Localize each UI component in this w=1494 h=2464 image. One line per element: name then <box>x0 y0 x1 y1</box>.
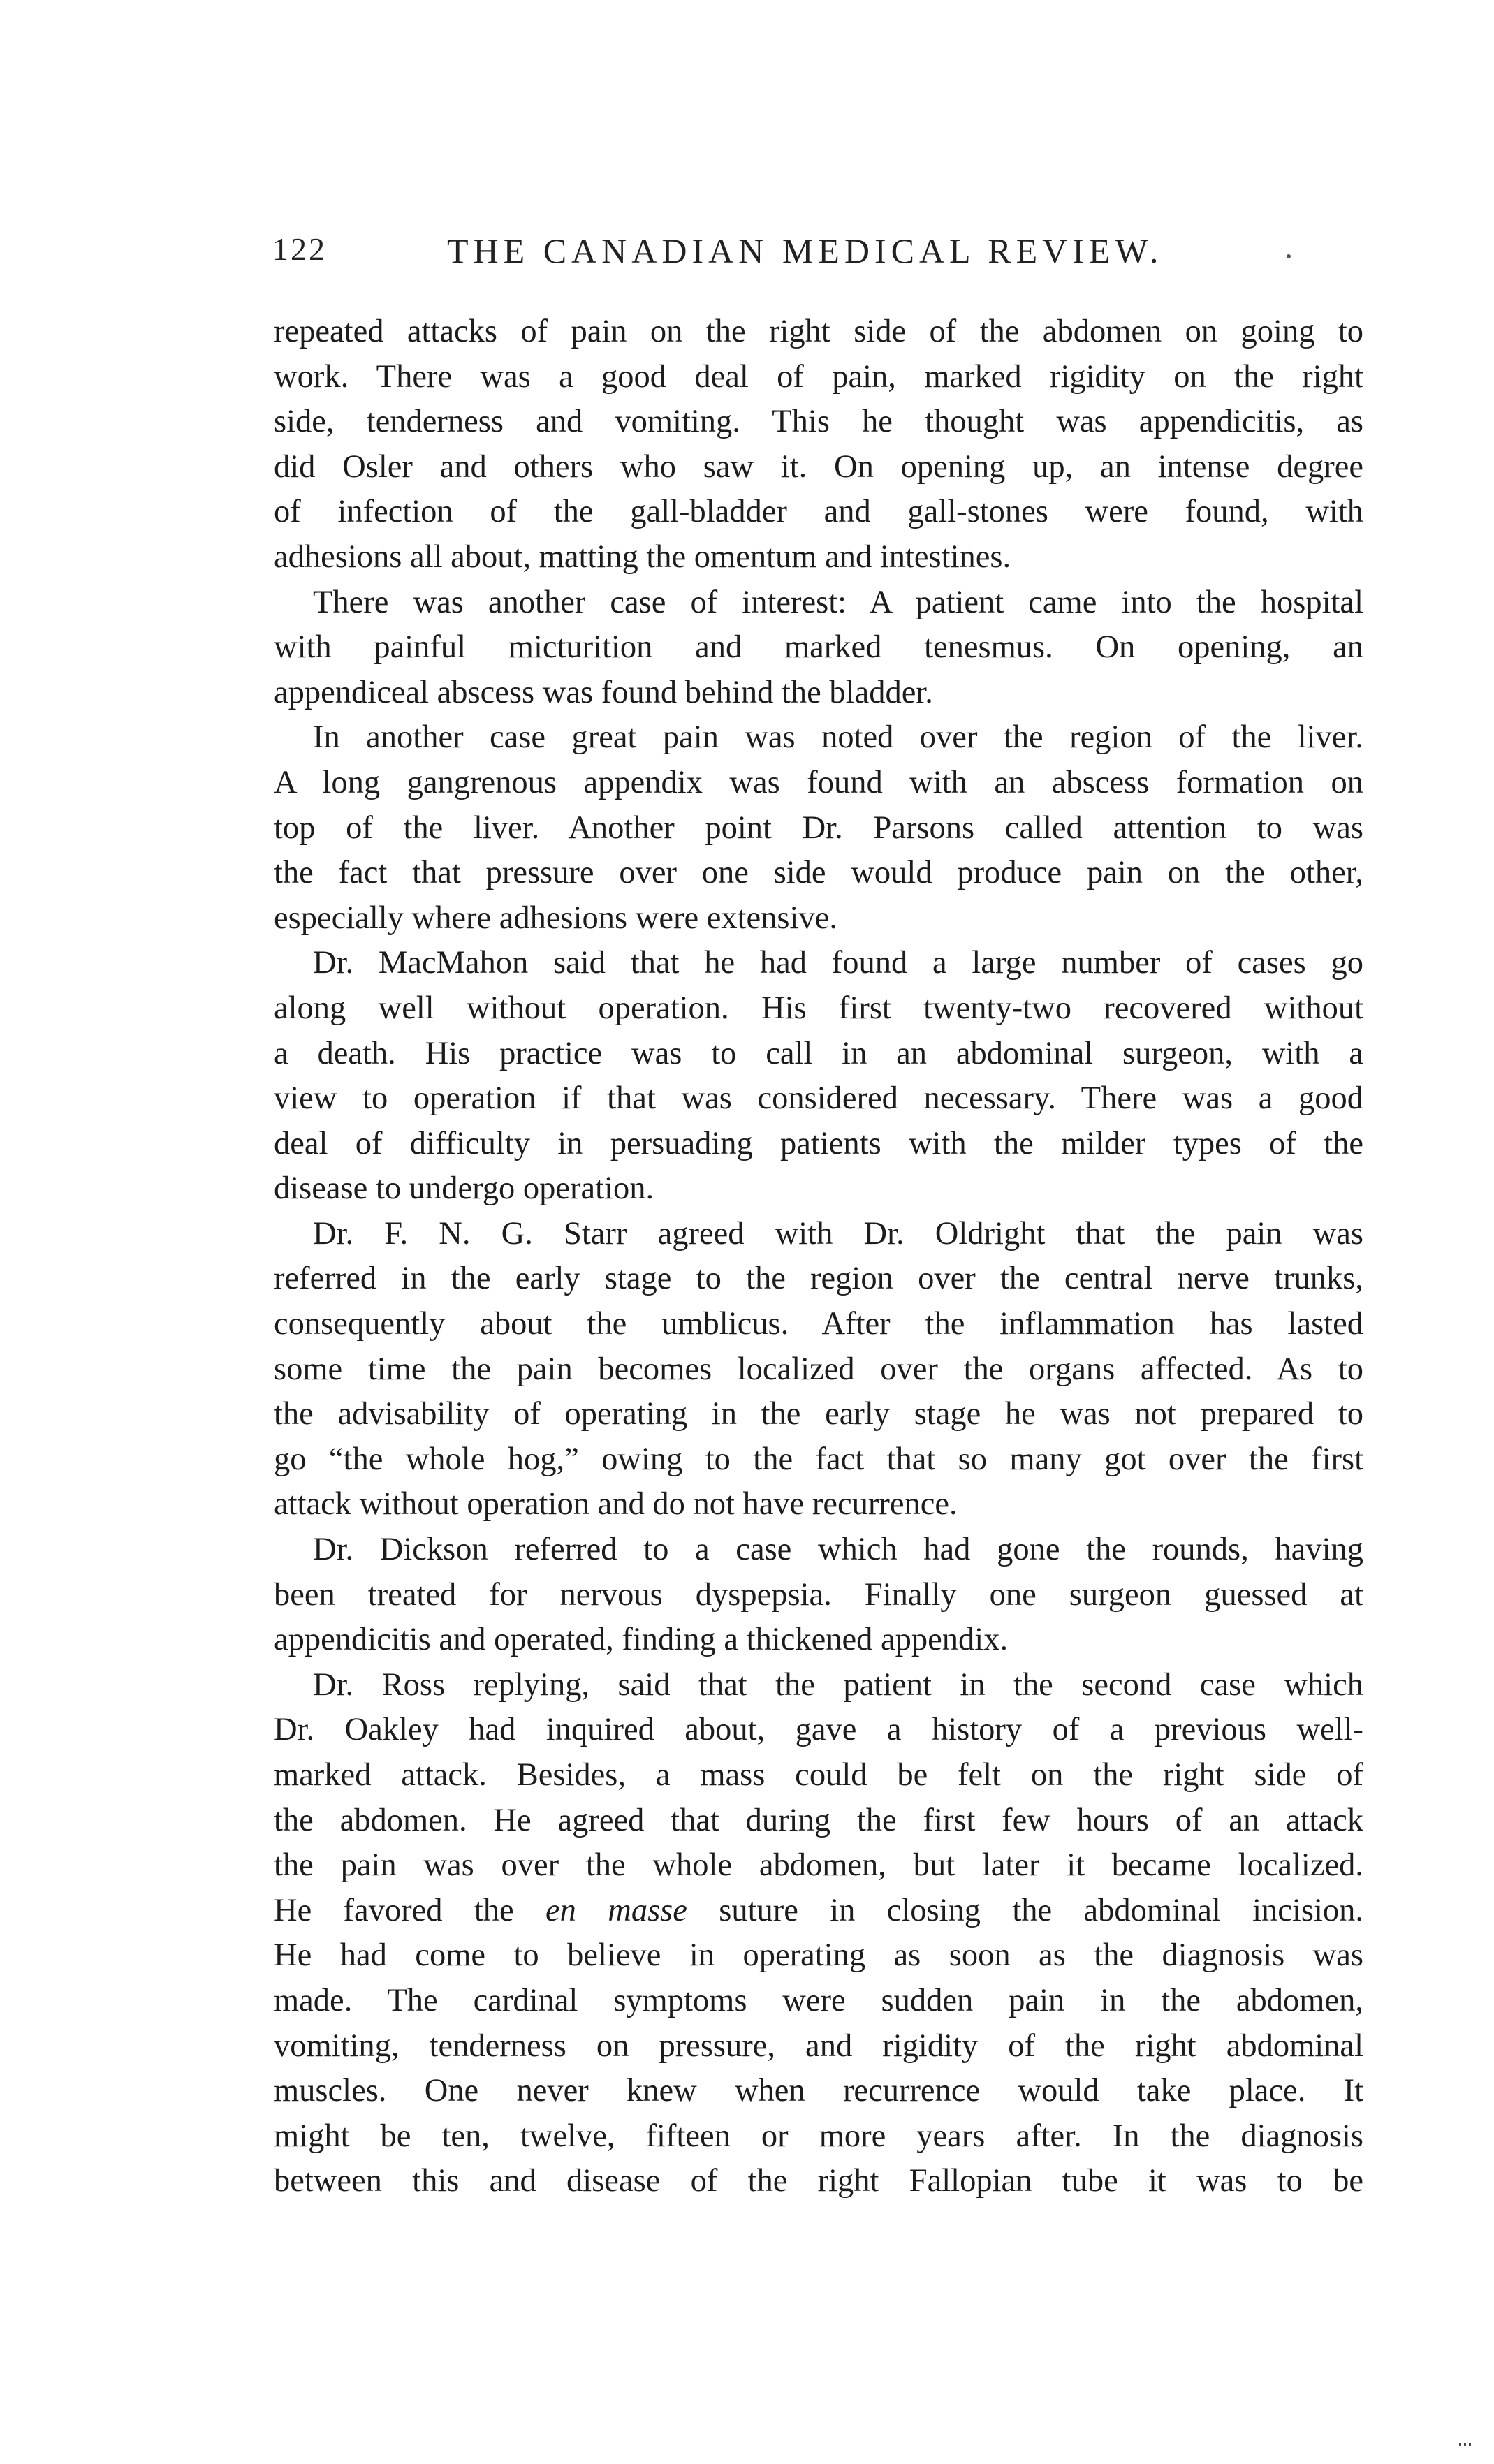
text-line: Dr. Oakley had inquired about, gave a history of a previous well- <box>274 1712 1363 1748</box>
text-line: side, tenderness and vomiting. This he thought was appendicitis, as <box>274 404 1363 440</box>
paragraph-first-line: There was another case of interest: A patient came into the hospital <box>313 584 1363 620</box>
text-run: suture in closing the abdominal incision. <box>687 1892 1364 1928</box>
text-line: consequently about the umblicus. After the inflammation has lasted <box>274 1306 1363 1342</box>
print-speck <box>1459 2443 1474 2446</box>
text-line: especially where adhesions were extensive. <box>274 900 837 936</box>
text-line: been treated for nervous dyspepsia. Finally one surgeon guessed at <box>274 1576 1363 1613</box>
text-line: disease to undergo operation. <box>274 1171 654 1207</box>
paragraph-first-line: Dr. Ross replying, said that the patient in the second case which <box>313 1666 1363 1703</box>
text-line: attack without operation and do not have recurrence. <box>274 1486 958 1523</box>
paragraph-first-line: In another case great pain was noted over the region of the liver. <box>313 719 1363 756</box>
text-line: appendiceal abscess was found behind the bladder. <box>274 674 933 710</box>
text-line: referred in the early stage to the region over the central nerve trunks, <box>274 1261 1363 1297</box>
text-line: muscles. One never knew when recurrence would take place. It <box>274 2073 1363 2109</box>
text-line: the pain was over the whole abdomen, but later it became localized. <box>274 1847 1363 1884</box>
text-line: work. There was a good deal of pain, marked rigidity on the right <box>274 358 1363 395</box>
text-line: deal of difficulty in persuading patients with the milder types of the <box>274 1125 1363 1161</box>
running-head <box>272 230 1362 272</box>
text-line: vomiting, tenderness on pressure, and rigidity of the right abdominal <box>274 2027 1363 2064</box>
text-line: between this and disease of the right Fallopian tube it was to be <box>274 2163 1363 2199</box>
text-line: the fact that pressure over one side would produce pain on the other, <box>274 855 1363 891</box>
text-line: adhesions all about, matting the omentum and intestines. <box>274 538 1011 575</box>
text-line: the abdomen. He agreed that during the first few hours of an attack <box>274 1802 1363 1838</box>
text-line: repeated attacks of pain on the right side of the abdomen on going to <box>274 314 1363 349</box>
text-line: marked attack. Besides, a mass could be felt on the right side of <box>274 1757 1363 1793</box>
text-line: some time the pain becomes localized over the organs affected. As to <box>274 1351 1363 1387</box>
text-line: view to operation if that was considered necessary. There was a good <box>274 1080 1363 1117</box>
print-speck <box>1287 254 1291 258</box>
text-line: top of the liver. Another point Dr. Parsons called attention to was <box>274 809 1363 846</box>
text-line-with-italic <box>274 1889 1363 1934</box>
paragraph-first-line: Dr. MacMahon said that he had found a large number of cases go <box>313 945 1363 981</box>
text-line: the advisability of operating in the early stage he was not prepared to <box>274 1396 1363 1432</box>
paragraph-first-line: Dr. F. N. G. Starr agreed with Dr. Oldright that the pain was <box>313 1215 1363 1252</box>
journal-title: THE CANADIAN MEDICAL REVIEW. <box>447 231 1164 270</box>
body-text <box>274 309 1363 2204</box>
text-line: of infection of the gall-bladder and gall-stones were found, with <box>274 494 1363 530</box>
text-line: made. The cardinal symptoms were sudden pain in the abdomen, <box>274 1982 1363 2018</box>
text-line: with painful micturition and marked tenesmus. On opening, an <box>274 629 1363 666</box>
text-line: might be ten, twelve, fifteen or more years after. In the diagnosis <box>274 2118 1363 2154</box>
text-line: go “the whole hog,” owing to the fact that so many got over the first <box>274 1441 1363 1477</box>
text-line: A long gangrenous appendix was found with an abscess formation on <box>274 764 1363 800</box>
text-run: He favored the <box>274 1892 546 1928</box>
text-line: did Osler and others who saw it. On opening up, an intense degree <box>274 448 1363 485</box>
text-line: along well without operation. His first twenty-two recovered without <box>274 990 1363 1026</box>
italic-phrase: en masse <box>545 1892 687 1928</box>
page-number: 122 <box>272 231 327 267</box>
text-line: a death. His practice was to call in an abdominal surgeon, with a <box>274 1035 1363 1071</box>
paragraph-first-line: Dr. Dickson referred to a case which had gone the rounds, having <box>313 1532 1363 1568</box>
text-line: He had come to believe in operating as soon as the diagnosis was <box>274 1937 1363 1974</box>
text-line: appendicitis and operated, finding a thickened appendix. <box>274 1622 1009 1658</box>
